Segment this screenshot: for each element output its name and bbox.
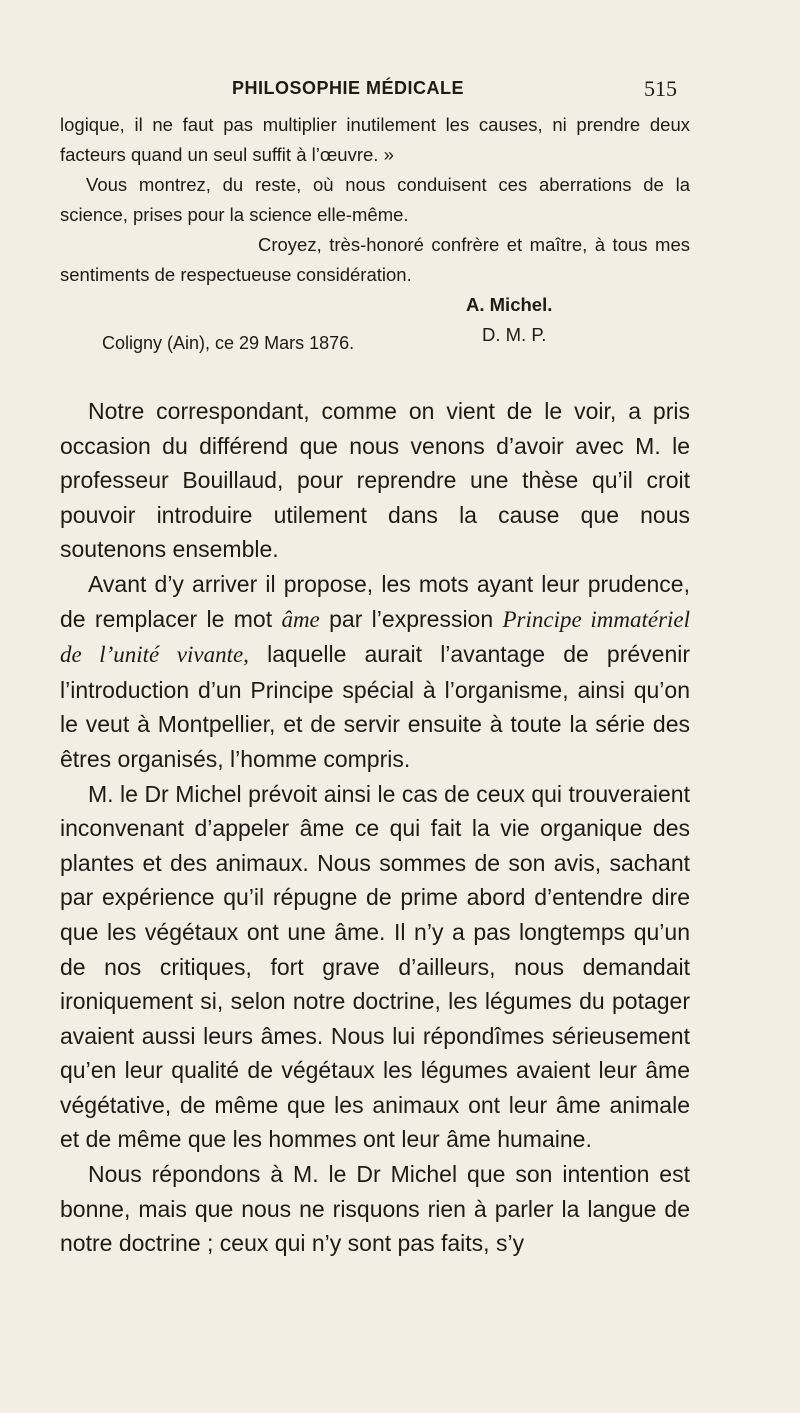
letter-paragraph: logique, il ne faut pas multiplier inutilement les causes, ni prendre deux facteurs quand un seul suffit à l’œuvre. » [60,114,690,165]
signature-title: D. M. P. [482,324,547,345]
letter-excerpt [60,110,690,380]
place-date: Coligny (Ain), ce 29 Mars 1876. [102,333,355,353]
running-title: PHILOSOPHIE MÉDICALE [232,78,465,98]
text-run: par l’expression [329,605,494,632]
page-number: 515 [644,76,677,101]
signature-name: A. Michel. [466,294,553,315]
paragraph: M. le Dr Michel prévoit ainsi le cas de ceux qui trouveraient inconvenant d’appeler âme ce qui fait la vie organique des plantes et des animaux. Nous sommes de son avis, sachant par expérience qu’il répugne de prime abord d’entendre dire que les végétaux ont une âme. Il n’y a pas longtemps qu’un de nos critiques, fort grave d’ailleurs, nous demandait ironiquement si, selon notre doctrine, les légumes du potager avaient aussi leurs âmes. Nous lui répondîmes sérieusement qu’en leur qualité de végétaux les légumes avaient leur âme végétative, de même que les animaux ont leur âme animale et de même que les hommes ont leur âme humaine. [60,780,690,1153]
letter-closing: Croyez, très-honoré confrère et maître, à tous mes sentiments de respectueuse considération. [60,234,690,285]
signature-block [60,290,690,380]
paragraph [60,567,690,777]
paragraph: Notre correspondant, comme on vient de le voir, a pris occasion du différend que nous venons d’avoir avec M. le professeur Bouillaud, pour reprendre une thèse qu’il croit pouvoir introduire utilement dans la cause que nous soutenons ensemble. [60,398,690,563]
letter-paragraph: Vous montrez, du reste, où nous conduisent ces aberrations de la science, prises pour la science elle-même. [60,174,690,225]
text-run: laquelle aurait l’avantage de prévenir l’introduction d’un Principe spécial à l’organisme, ainsi qu’on le veut à Montpellier, et de servir ensuite à toute la série des êtres organisés, l’homme compris. [60,641,691,772]
main-text [60,394,690,1261]
italic-term: Principe immatériel de l’unité vivante, [60,606,691,668]
text-run: Avant d’y arriver il propose, les mots ayant leur prudence, de remplacer le mot [60,570,690,632]
italic-term: âme [281,606,320,632]
running-header [0,76,800,106]
paragraph: Nous répondons à M. le Dr Michel que son intention est bonne, mais que nous ne risquons rien à parler la langue de notre doctrine ; ceux qui n’y sont pas faits, s’y [60,1161,690,1257]
